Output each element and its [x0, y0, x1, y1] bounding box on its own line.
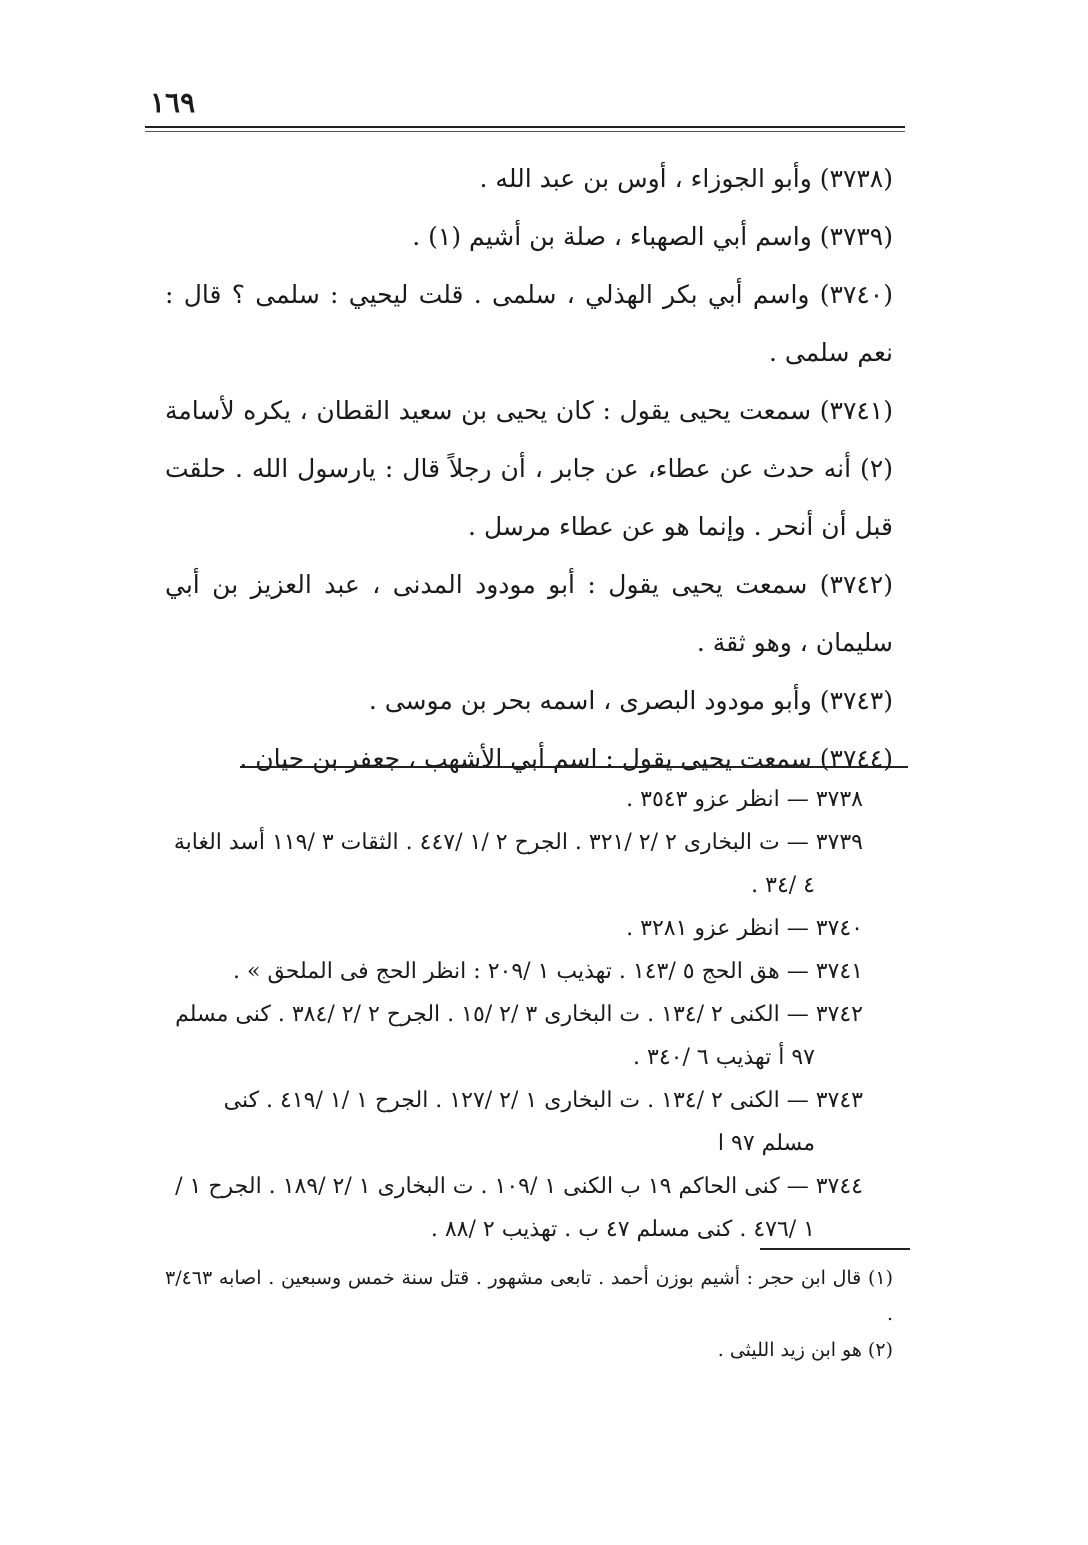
- footnotes-divider: [760, 1248, 910, 1250]
- narration-3743: (٣٧٤٣) وأبو مودود البصرى ، اسمه بحر بن موسى .: [368, 686, 893, 715]
- narration-3744: (٣٧٤٤) سمعت يحيى يقول : اسم أبي الأشهب ، جعفر بن حيان .: [239, 744, 893, 773]
- reference-3742: ٣٧٤٢ — الكنى ٢ /١٣٤ . ت البخارى ٣ /٢ /١٥ . الجرح ٢ /٢ /٣٨٤ . كنى مسلم ٩٧ أ تهذيب ٦ /٣٤٠ .: [175, 1002, 863, 1070]
- reference-3744: ٣٧٤٤ — كنى الحاكم ١٩ ب الكنى ١ /١٠٩ . ت البخارى ١ /٢ /١٨٩ . الجرح ١ /١ /٤٧٦ . كنى مسلم ٤٧ ب . تهذيب ٢ /٨٨ .: [175, 1174, 863, 1242]
- footnote-1: (١) قال ابن حجر : أشيم بوزن أحمد . تابعى مشهور . قتل سنة خمس وسبعين . اصابه ٣/٤٦٣ .: [165, 1267, 893, 1325]
- narrations-section: [165, 150, 893, 788]
- reference-3743: ٣٧٤٣ — الكنى ٢ /١٣٤ . ت البخارى ١ /٢ /١٢٧ . الجرح ١ /١ /٤١٩ . كنى مسلم ٩٧ ا: [223, 1088, 863, 1156]
- reference-3741: ٣٧٤١ — هق الحج ٥ /١٤٣ . تهذيب ١ /٢٠٩ : انظر الحج فى الملحق » .: [233, 959, 863, 984]
- header-rule-thin: [145, 131, 905, 132]
- narration-3742: (٣٧٤٢) سمعت يحيى يقول : أبو مودود المدنى ، عبد العزيز بن أبي سليمان ، وهو ثقة .: [165, 570, 893, 657]
- header-rule: [145, 126, 905, 128]
- reference-3739: ٣٧٣٩ — ت البخارى ٢ /٢ /٣٢١ . الجرح ٢ /١ /٤٤٧ . الثقات ٣ /١١٩ أسد الغابة ٤ /٣٤ .: [173, 830, 863, 898]
- page-number: ١٦٩: [150, 86, 196, 119]
- reference-3738: ٣٧٣٨ — انظر عزو ٣٥٤٣ .: [626, 787, 863, 812]
- reference-3740: ٣٧٤٠ — انظر عزو ٣٢٨١ .: [626, 916, 863, 941]
- narration-3739: (٣٧٣٩) واسم أبي الصهباء ، صلة بن أشيم (١) .: [412, 222, 893, 251]
- narration-3738: (٣٧٣٨) وأبو الجوزاء ، أوس بن عبد الله .: [479, 164, 893, 193]
- footnotes-section: [165, 1260, 893, 1368]
- narration-3741: (٣٧٤١) سمعت يحيى يقول : كان يحيى بن سعيد القطان ، يكره لأسامة (٢) أنه حدث عن عطاء، عن جابر ، أن رجلاً قال : يارسول الله . حلقت قبل أن أنحر . وإنما هو عن عطاء مرسل .: [165, 396, 893, 541]
- references-section: [165, 778, 863, 1251]
- references-divider: [240, 766, 908, 768]
- footnote-2: (٢) هو ابن زيد الليثى .: [717, 1339, 893, 1361]
- narration-3740: (٣٧٤٠) واسم أبي بكر الهذلي ، سلمى . قلت ليحيي : سلمى ؟ قال : نعم سلمى .: [165, 280, 893, 367]
